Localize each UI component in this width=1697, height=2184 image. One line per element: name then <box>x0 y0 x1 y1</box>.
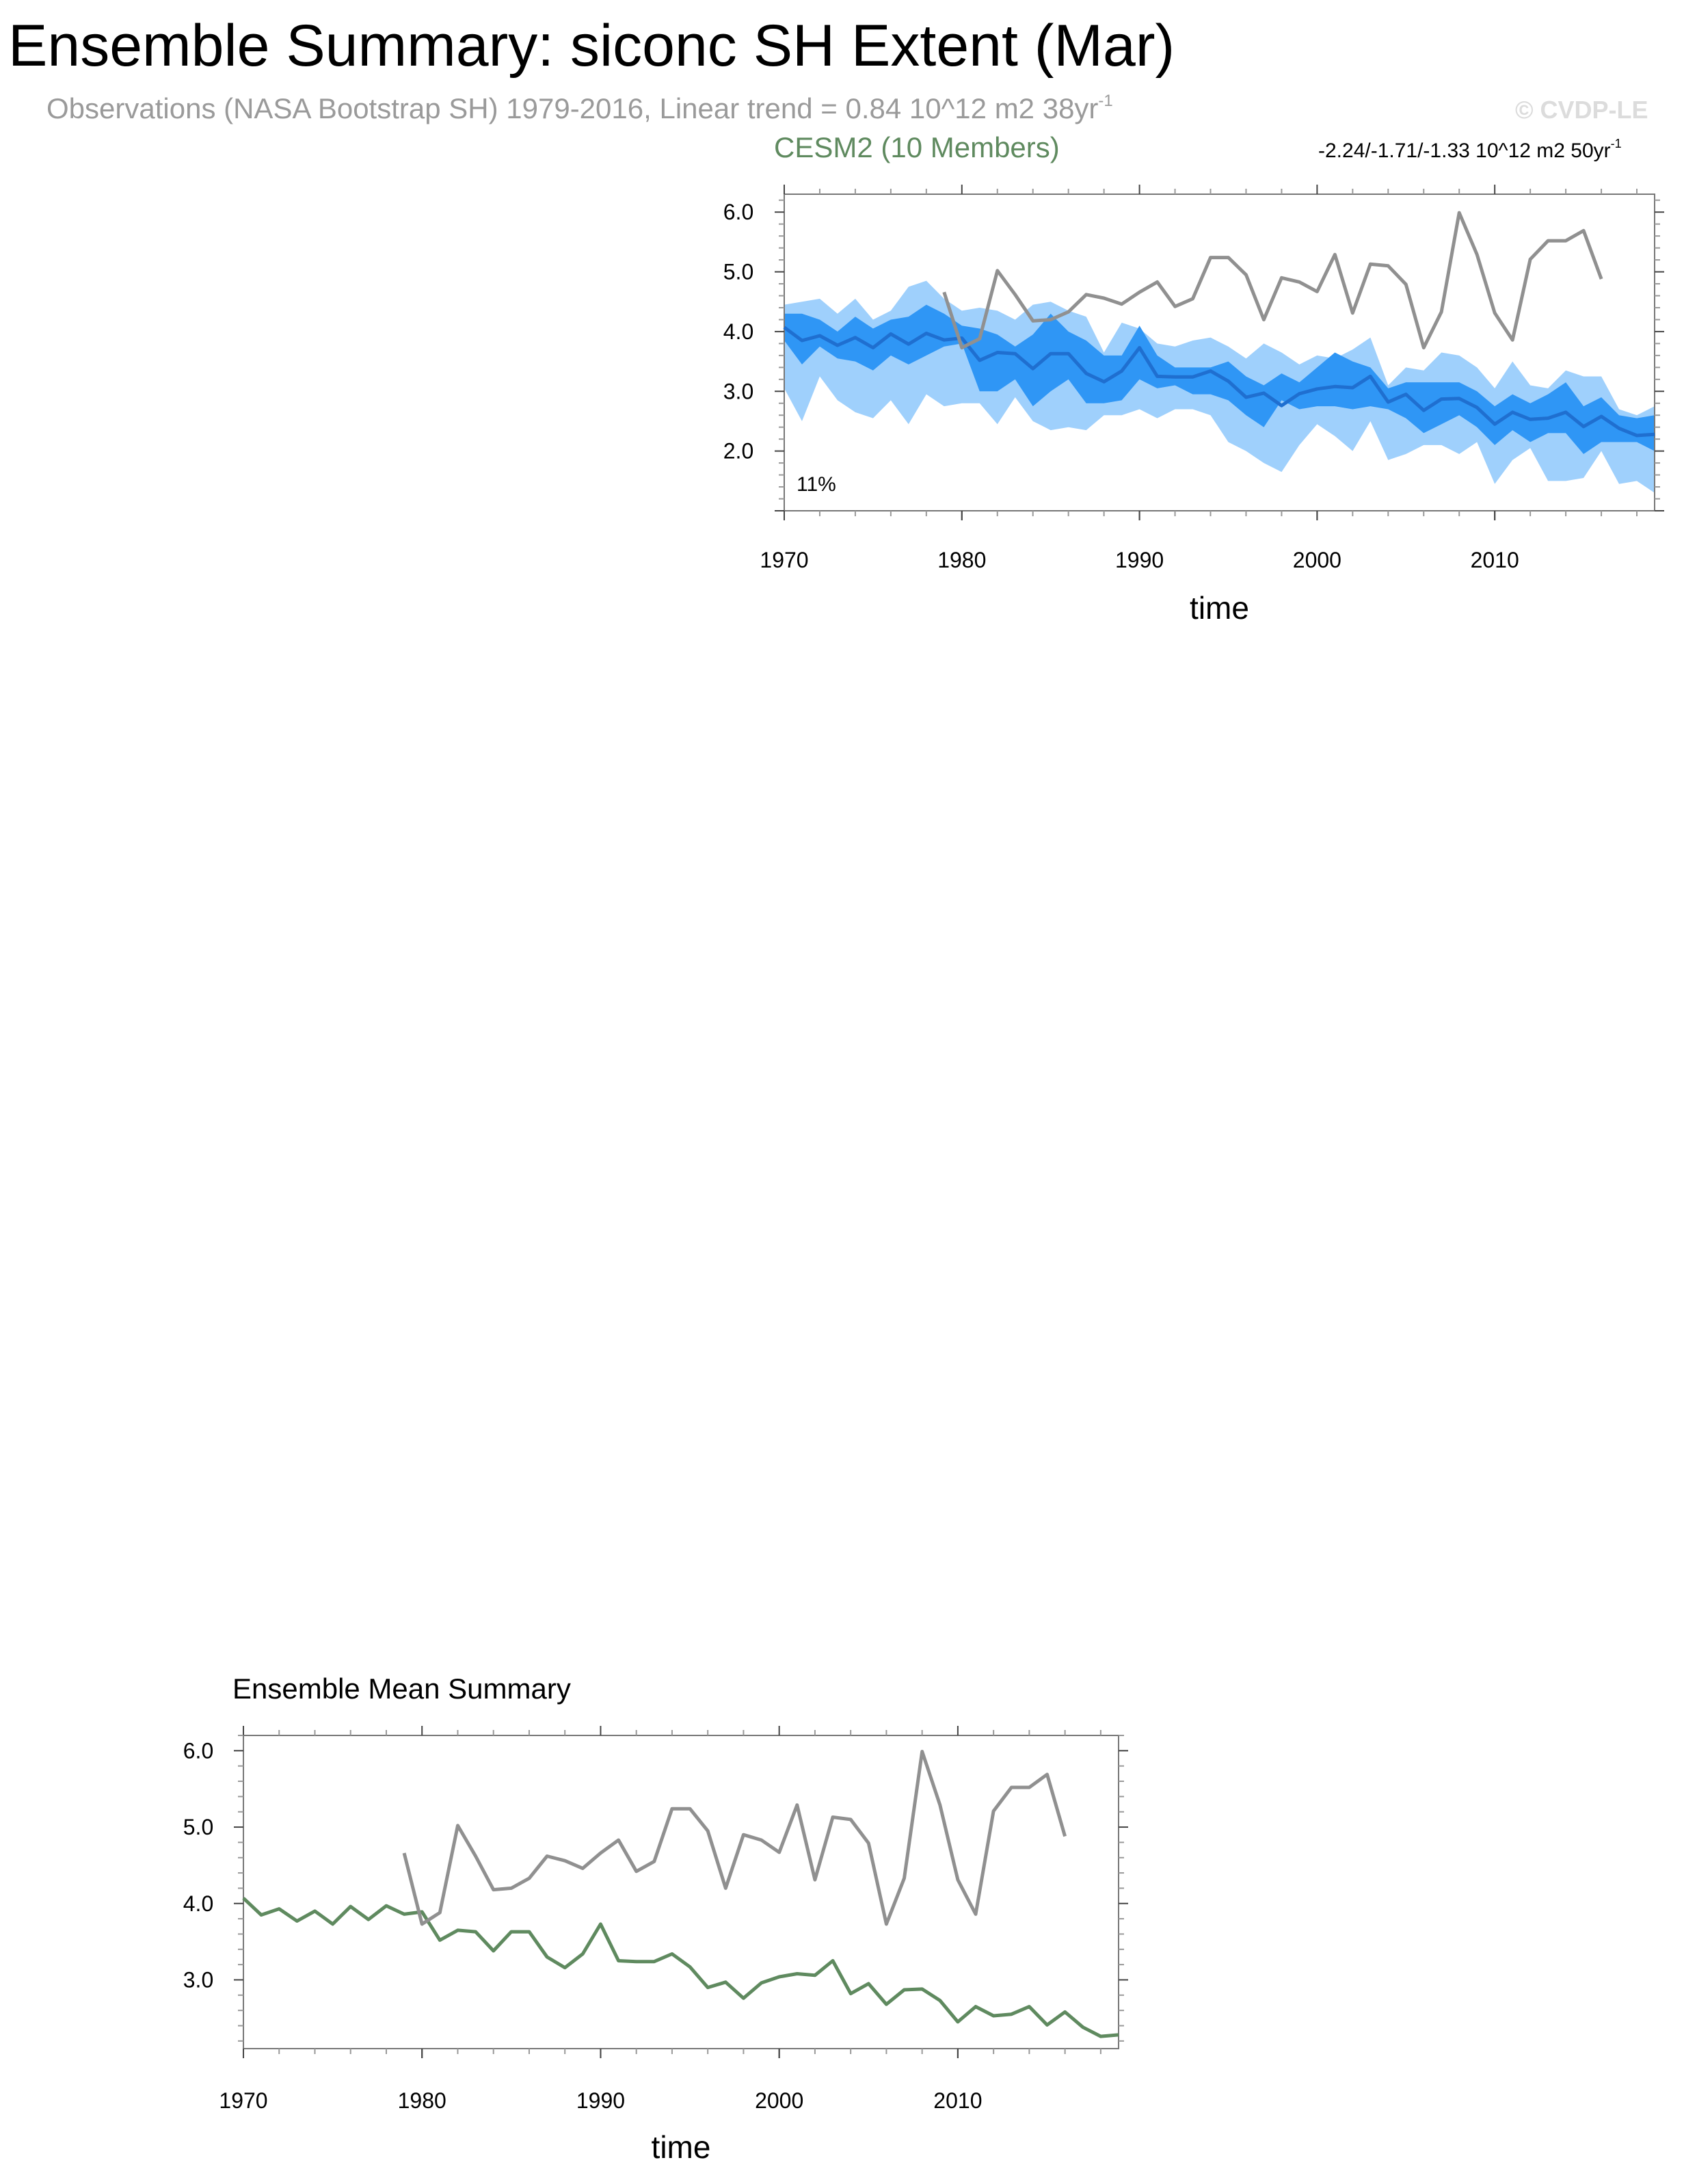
ensemble-mean-panel-xtick-label: 2000 <box>755 2088 804 2113</box>
ensemble-mean-panel-xtick-label: 1970 <box>219 2088 268 2113</box>
ensemble-mean-panel-xtick-label: 2010 <box>933 2088 983 2113</box>
ensemble-mean-panel-ytick-label: 6.0 <box>183 1738 214 1763</box>
ensemble-panel-ytick-label: 5.0 <box>723 259 754 284</box>
ensemble-panel-ytick-label: 3.0 <box>723 379 754 404</box>
ensemble-panel-ytick-label: 6.0 <box>723 200 754 225</box>
ensemble-mean-panel-ytick-label: 3.0 <box>183 1967 214 1993</box>
ensemble-mean-panel-series-cesm2-ensemble-mean <box>243 1898 1119 2036</box>
ensemble-panel-xaxis-label: time <box>1190 590 1249 626</box>
ensemble-panel-xtick-label: 2000 <box>1292 548 1341 572</box>
ensemble-mean-panel-plot-frame <box>243 1735 1119 2049</box>
ensemble-mean-panel-ytick-label: 5.0 <box>183 1815 214 1840</box>
observations-subtitle-superscript: -1 <box>1098 92 1113 110</box>
ensemble-panel-xtick-label: 2010 <box>1470 548 1519 572</box>
model-label: CESM2 (10 Members) <box>774 131 1060 163</box>
copyright-label: © CVDP-LE <box>1515 96 1648 124</box>
observations-subtitle-text: Observations (NASA Bootstrap SH) 1979-2016, Linear trend = 0.84 10^12 m2 38yr <box>46 92 1099 124</box>
ensemble-panel-ytick-label: 2.0 <box>723 438 754 464</box>
ensemble-mean-panel-series-observations <box>404 1752 1065 1924</box>
ensemble-mean-panel-ytick-label: 4.0 <box>183 1891 214 1916</box>
ensemble-panel-xtick-label: 1990 <box>1114 548 1164 572</box>
ensemble-panel-annotation: 11% <box>797 473 836 496</box>
ensemble-mean-panel-xtick-label: 1980 <box>397 2088 446 2113</box>
ensemble-panel-xtick-label: 1980 <box>937 548 987 572</box>
ensemble-panel-xtick-label: 1970 <box>760 548 809 572</box>
page-title: Ensemble Summary: siconc SH Extent (Mar) <box>8 13 1175 79</box>
ensemble-mean-panel-xtick-label: 1990 <box>576 2088 626 2113</box>
ensemble-panel-ytick-label: 4.0 <box>723 319 754 344</box>
ensemble-mean-panel-title: Ensemble Mean Summary <box>232 1673 571 1705</box>
ensemble-mean-panel-xaxis-label: time <box>651 2129 711 2165</box>
trend-range-superscript: -1 <box>1610 137 1622 150</box>
trend-range-text: -2.24/-1.71/-1.33 10^12 m2 50yr <box>1318 139 1611 162</box>
